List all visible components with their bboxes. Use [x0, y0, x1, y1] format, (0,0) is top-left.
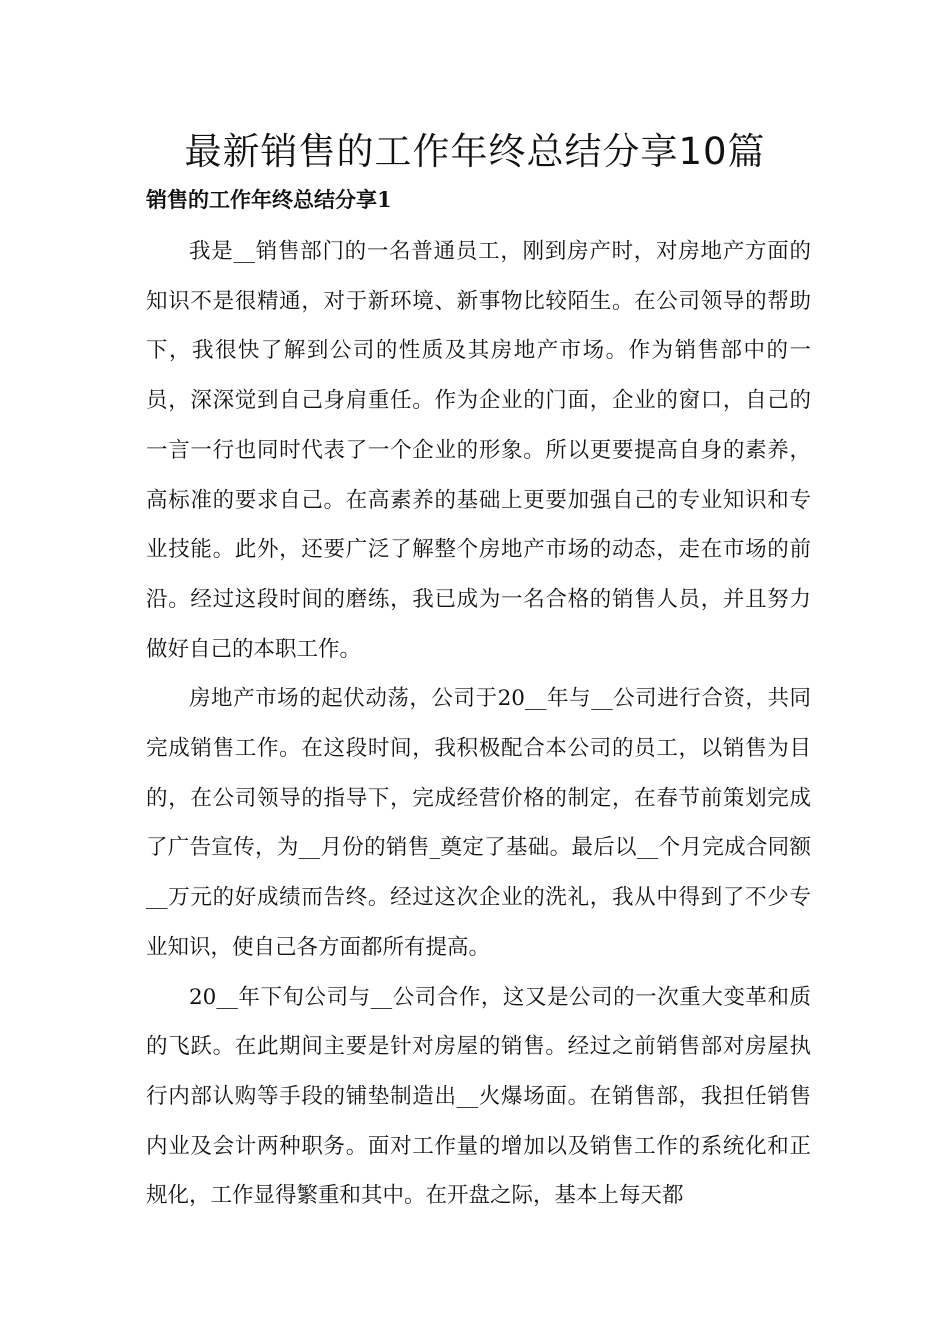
paragraph-2: 房地产市场的起伏动荡，公司于20__年与__公司进行合资，共同完成销售工作。在这段时间，我积极配合本公司的员工，以销售为目的，在公司领导的指导下，完成经营价格的制定，在春节前策划完成了广告宣传，为__月份的销售_奠定了基础。最后以__个月完成合同额__万元的好成绩而告终。经过这次企业的洗礼，我从中得到了不少专业知识，使自己各方面都所有提高。: [146, 686, 811, 960]
section-heading: 销售的工作年终总结分享1: [146, 187, 392, 212]
document-body: [146, 227, 811, 1221]
paragraph-1: 我是__销售部门的一名普通员工，刚到房产时，对房地产方面的知识不是很精通，对于新环境、新事物比较陌生。在公司领导的帮助下，我很快了解到公司的性质及其房地产市场。作为销售部中的一员，深深觉到自己身肩重任。作为企业的门面，企业的窗口，自己的一言一行也同时代表了一个企业的形象。所以更要提高自身的素养，高标准的要求自己。在高素养的基础上更要加强自己的专业知识和专业技能。此外，还要广泛了解整个房地产市场的动态，走在市场的前沿。经过这段时间的磨练，我已成为一名合格的销售人员，并且努力做好自己的本职工作。: [146, 239, 811, 662]
document-title: 最新销售的工作年终总结分享10篇: [184, 130, 766, 173]
paragraph-3: 20__年下旬公司与__公司合作，这又是公司的一次重大变革和质的飞跃。在此期间主要是针对房屋的销售。经过之前销售部对房屋执行内部认购等手段的铺垫制造出__火爆场面。在销售部，我担任销售内业及会计两种职务。面对工作量的增加以及销售工作的系统化和正规化，工作显得繁重和其中。在开盘之际，基本上每天都: [146, 984, 811, 1209]
